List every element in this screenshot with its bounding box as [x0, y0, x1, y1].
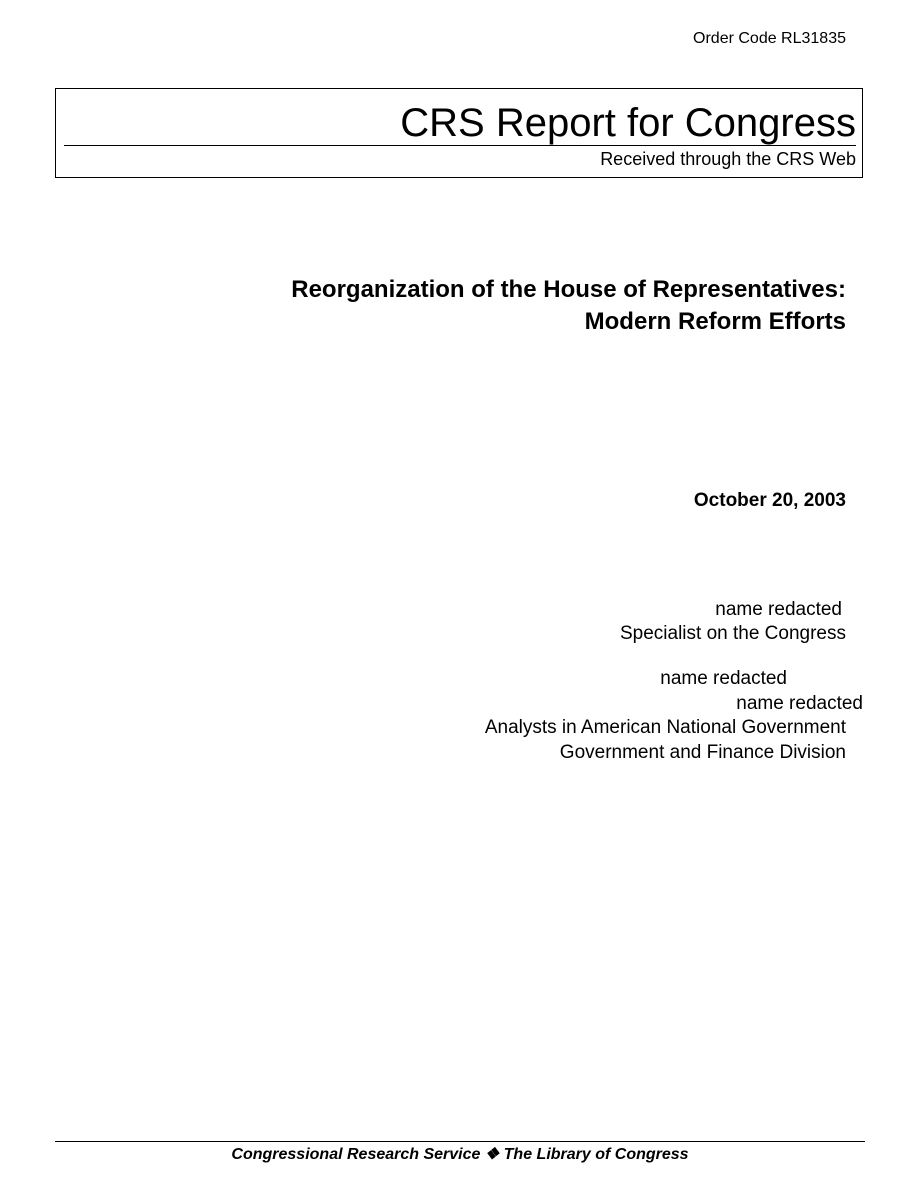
footer-divider [55, 1141, 865, 1142]
division-name: Government and Finance Division [559, 742, 846, 763]
report-header-subtitle: Received through the CRS Web [600, 149, 856, 169]
analysts-title: Analysts in American National Government [484, 717, 846, 738]
author-1-title: Specialist on the Congress [619, 623, 846, 644]
report-title-line-1: Reorganization of the House of Representatives: [291, 276, 846, 303]
report-title [291, 274, 846, 338]
report-date: October 20, 2003 [693, 490, 846, 511]
author-3-name: name redacted [736, 693, 863, 714]
report-header-title: CRS Report for Congress [400, 101, 856, 145]
report-title-line-2: Modern Reform Efforts [584, 308, 846, 335]
header-divider [64, 145, 856, 146]
order-code: Order Code RL31835 [693, 30, 846, 47]
author-2-name: name redacted [660, 668, 787, 689]
footer-text: Congressional Research Service ❖ The Library of Congress [231, 1146, 689, 1163]
author-1-name: name redacted [715, 599, 842, 620]
